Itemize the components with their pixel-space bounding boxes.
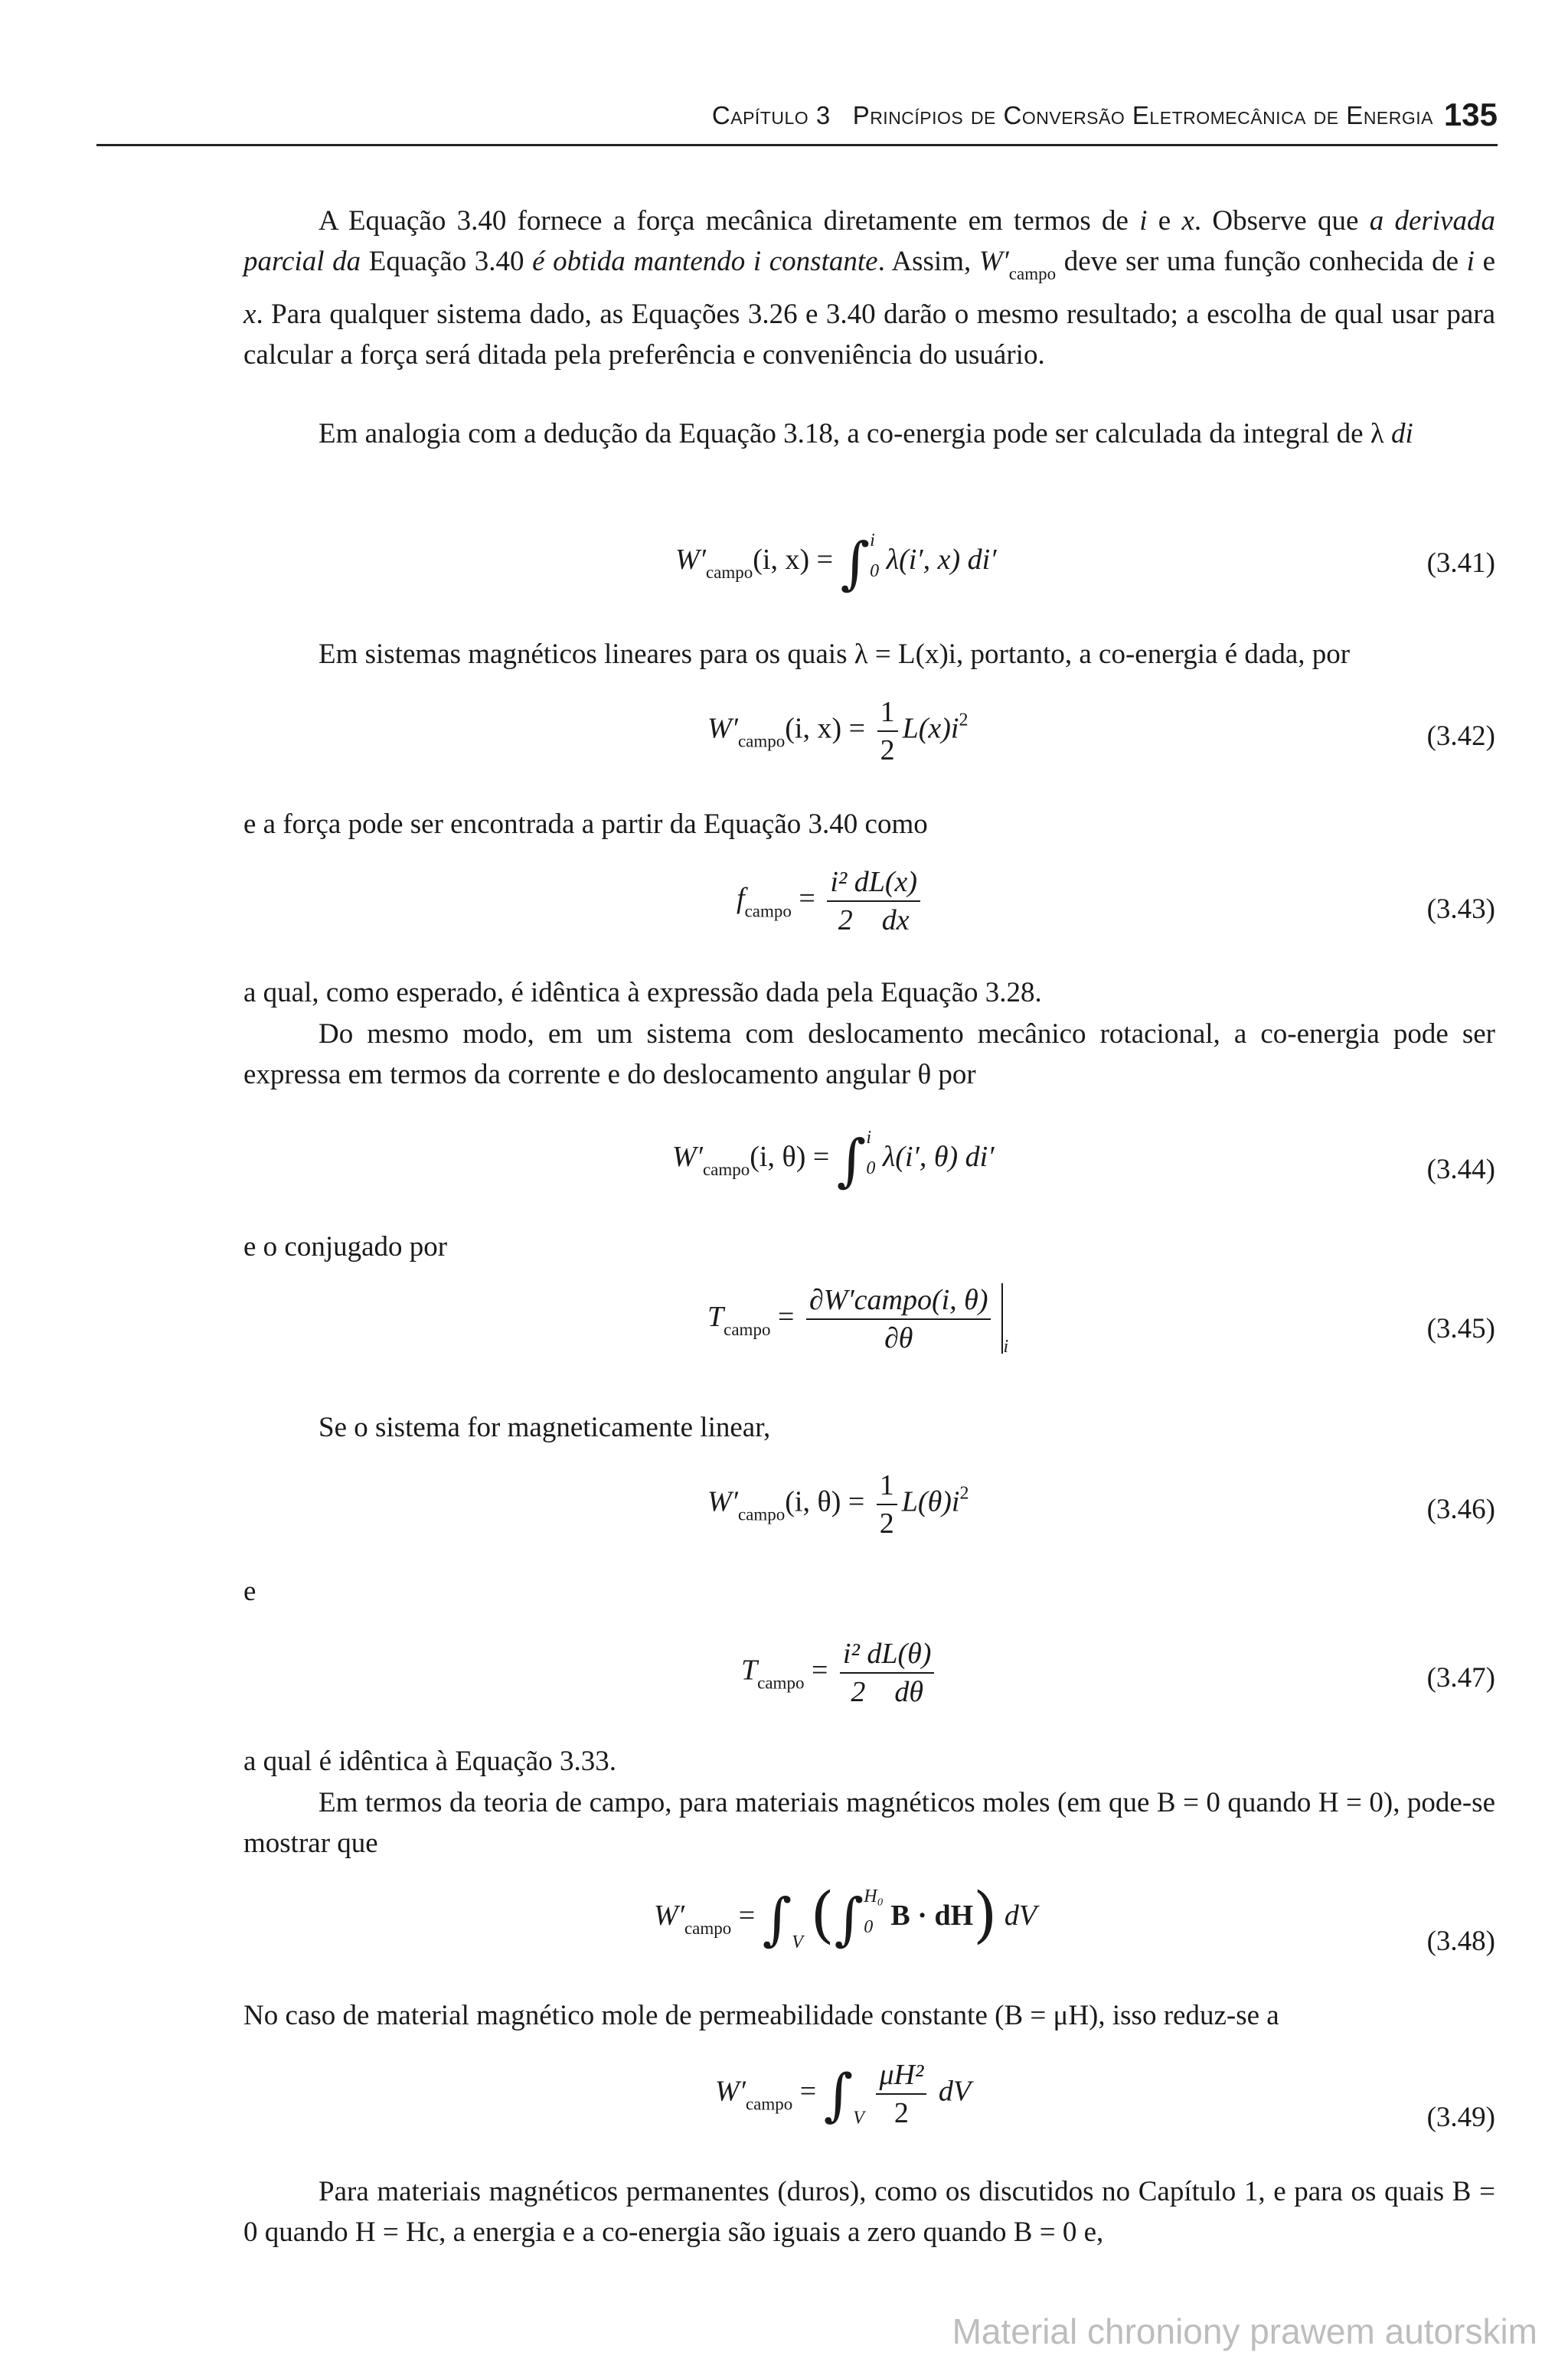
paragraph-5: a qual, como esperado, é idêntica à expressão dada pela Equação 3.28. xyxy=(243,977,1042,1008)
equation-number: (3.45) xyxy=(1426,1313,1495,1344)
paragraph-10: a qual é idêntica à Equação 3.33. xyxy=(243,1746,616,1777)
equation-number: (3.48) xyxy=(1426,1926,1495,1957)
equation-number: (3.43) xyxy=(1426,893,1495,925)
paragraph-13: Para materiais magnéticos permanentes (duros), como os discutidos no Capítulo 1, e para os quais B = 0 quando H = Hc, a energia e a co-energia são iguais a zero quando B = 0 e, xyxy=(243,2176,1495,2248)
paragraph-1: A Equação 3.40 fornece a força mecânica diretamente em termos de i e x. Observe que a derivada parcial da Equação 3.40 é obtida mantendo i constante. Assim, $W'_{campo}$ deve ser uma função conhecida de i e x. Para qualquer sistema dado, as Equações 3.26 e 3.40 darão o mesmo resultado; a escolha de qual usar para calcular a força será ditada pela preferência e conveniência do usuário. xyxy=(243,205,1495,371)
equation-3-45: $T_{campo}$ = $\frac{\text{∂W′campo(i, θ)}}{\partial\theta}$ $_i$ (3.45) xyxy=(707,1284,1495,1357)
chapter-title: Capítulo 3 Princípios de Conversão Eletromecânica de Energia xyxy=(711,101,1433,129)
equation-number: (3.47) xyxy=(1426,1662,1495,1694)
paragraph-7: e o conjugado por xyxy=(243,1231,448,1263)
equation-3-44: $W'_{campo}(i$, θ) = ∫ i 0 λ(i′, θ) di′ (3.44) xyxy=(672,1128,1495,1194)
equation-3-43: $f_{campo}$ = $\frac{\text{i² dL(x)}}{2 dx}$ (3.43) xyxy=(737,866,1495,936)
equation-3-46: $W'_{campo}(i$, θ) = $\frac{1}{2}$ $L(\theta)i^2$ (3.46) xyxy=(707,1469,1495,1540)
equation-number: (3.46) xyxy=(1426,1494,1495,1525)
equation-number: (3.42) xyxy=(1426,720,1495,752)
equation-3-42: $W'_{campo}(i$, x) = $\frac{1}{2}$ $L(x)i^2$ (3.42) xyxy=(707,696,1495,766)
equation-number: (3.49) xyxy=(1426,2102,1495,2133)
page-number: 135 xyxy=(1443,96,1498,132)
paragraph-11: Em termos da teoria de campo, para materiais magnéticos moles (em que B = 0 quando H = 0), pode-se mostrar que xyxy=(243,1787,1495,1859)
paragraph-3: Em sistemas magnéticos lineares para os quais λ = L(x)i, portanto, a co-energia é dada, por xyxy=(318,639,1351,670)
equation-3-48: $W'_{campo} = \int_V$ (∫ H₀ 0 B · dH) dV (3.48) xyxy=(654,1879,1495,1957)
equation-3-47: $T_{campo}$ = $\frac{\text{i² dL(θ)}}{2 d\theta}$ (3.47) xyxy=(741,1638,1495,1708)
equation-number: (3.44) xyxy=(1426,1154,1495,1185)
equation-number: (3.41) xyxy=(1426,547,1495,579)
paragraph-4: e a força pode ser encontrada a partir da Equação 3.40 como xyxy=(243,809,928,840)
equation-3-41: $W'_{campo}(i$, x) = ∫ i 0 λ(i′, x) di′ (3.41) xyxy=(675,531,1495,596)
paragraph-8: Se o sistema for magneticamente linear, xyxy=(318,1412,771,1443)
paragraph-6: Do mesmo modo, em um sistema com deslocamento mecânico rotacional, a co-energia pode ser expressa em termos da corrente e do deslocamento angular θ por xyxy=(243,1018,1495,1090)
paragraph-12: No caso de material magnético mole de permeabilidade constante (B = μH), isso reduz-se a xyxy=(243,2000,1279,2031)
equation-3-49: $W'_{campo} = \int_V$ $\frac{\text{μH²}}{2}$ dV (3.49) xyxy=(715,2059,1495,2133)
paragraph-9: e xyxy=(243,1576,256,1607)
copyright-watermark: Material chroniony prawem autorskim xyxy=(952,2311,1537,2351)
running-header xyxy=(96,95,1498,146)
paragraph-2: Em analogia com a dedução da Equação 3.18, a co-energia pode ser calculada da integral de λ di xyxy=(318,418,1413,449)
